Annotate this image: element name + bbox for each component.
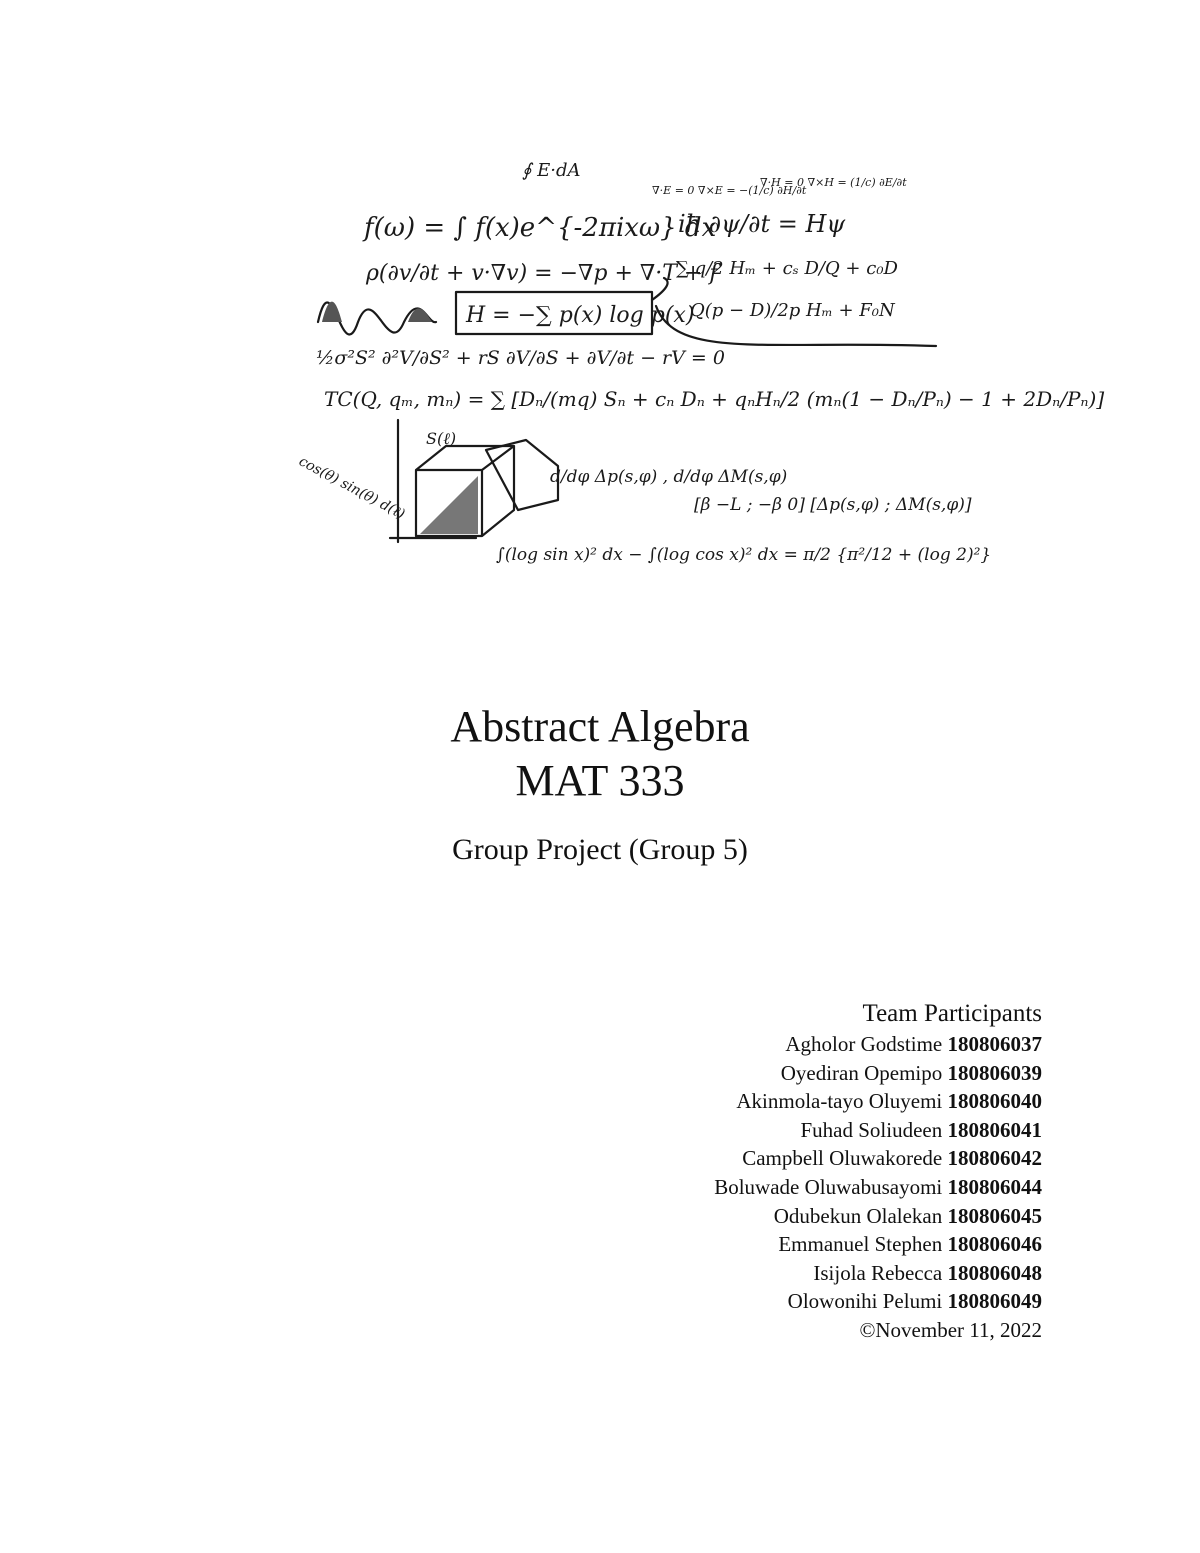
member-name: Boluwade Oluwabusayomi (714, 1174, 943, 1199)
member-name: Isijola Rebecca (813, 1260, 943, 1285)
member-id: 180806048 (947, 1260, 1042, 1285)
team-member (714, 1202, 1042, 1231)
member-id: 180806042 (947, 1146, 1042, 1171)
course-code: MAT 333 (515, 756, 685, 805)
member-id: 180806039 (947, 1060, 1042, 1085)
team-member (714, 1144, 1042, 1173)
member-name: Agholor Godstime (785, 1032, 943, 1056)
formula-entropy: H = −∑ p(x) log p(x) (466, 303, 695, 328)
team-heading: Team Participants (862, 1000, 1042, 1027)
handwritten-math-formulas-image (296, 150, 1105, 590)
formula-navier-stokes: ρ(∂v/∂t + v·∇v) = −∇p + ∇·T + f (366, 261, 718, 286)
member-name: Akinmola-tayo Oluyemi (736, 1089, 943, 1114)
member-name: Odubekun Olalekan (773, 1203, 943, 1228)
member-name: Campbell Oluwakorede (742, 1146, 943, 1171)
formula-log-integral: ∫(log sin x)² dx − ∫(log cos x)² dx = π/2 {π²/12 + (log 2)²} (496, 545, 992, 565)
member-id: 180806037 (947, 1032, 1042, 1056)
member-name: Emmanuel Stephen (778, 1232, 943, 1257)
member-name: Oyediran Opemipo (780, 1060, 943, 1085)
team-member (714, 1116, 1042, 1145)
team-participants (714, 998, 1042, 1345)
team-member (714, 1030, 1042, 1059)
document-date: ©November 11, 2022 (859, 1317, 1042, 1342)
member-name: Olowonihi Pelumi (787, 1289, 943, 1314)
box-sketch-shading (420, 476, 478, 534)
member-id: 180806049 (947, 1289, 1042, 1314)
formula-maxwell-1: ∇·E = 0 ∇×E = −(1/c) ∂H/∂t (652, 184, 807, 197)
formula-matrix-product: [β −L ; −β 0] [Δp(s,φ) ; ΔM(s,φ)] (694, 495, 972, 515)
team-member (714, 1230, 1042, 1259)
member-id: 180806046 (947, 1232, 1042, 1257)
formula-maxwell-2: ∇·H = 0 ∇×H = (1/c) ∂E/∂t (760, 176, 907, 189)
formula-total-cost: TC(Q, qₘ, mₙ) = ∑ [Dₙ/(mq) Sₙ + cₙ Dₙ + qₙHₙ/2 (mₙ(1 − Dₙ/Pₙ) − 1 + 2Dₙ/Pₙ)] (324, 387, 1105, 411)
formula-cost-sum: ∑ q/2 Hₘ + cₛ D/Q + c₀D (676, 258, 898, 279)
prism-sketch (486, 440, 558, 510)
formula-trig-label: cos(θ) sin(θ) d(ℓ) (296, 453, 408, 523)
wave-shading (322, 302, 432, 322)
title-block (0, 700, 1200, 868)
member-id: 180806041 (947, 1117, 1042, 1142)
member-id: 180806044 (947, 1174, 1042, 1199)
formula-matrix-derivative: d/dφ Δp(s,φ) , d/dφ ΔM(s,φ) (550, 467, 788, 487)
formula-s-label: S(ℓ) (426, 429, 457, 448)
team-member (714, 1259, 1042, 1288)
team-member (714, 1087, 1042, 1116)
member-id: 180806040 (947, 1089, 1042, 1114)
member-name: Fuhad Soliudeen (800, 1117, 943, 1142)
formula-schrodinger: iħ ∂ψ/∂t = Hψ (678, 210, 846, 238)
document-subtitle: Group Project (Group 5) (452, 833, 748, 866)
team-member (714, 1059, 1042, 1088)
document-title: Abstract Algebra (450, 702, 750, 751)
formula-surface-integral: ∮ E·dA (522, 160, 581, 181)
formula-cost-fraction: Q(p − D)/2p Hₘ + F₀N (690, 300, 895, 321)
team-member (714, 1287, 1042, 1316)
formula-fourier: f(ω) = ∫ f(x)e^{-2πixω} dx (364, 213, 717, 243)
team-member (714, 1173, 1042, 1202)
member-id: 180806045 (947, 1203, 1042, 1228)
formula-black-scholes: ½σ²S² ∂²V/∂S² + rS ∂V/∂S + ∂V/∂t − rV = 0 (316, 347, 725, 369)
